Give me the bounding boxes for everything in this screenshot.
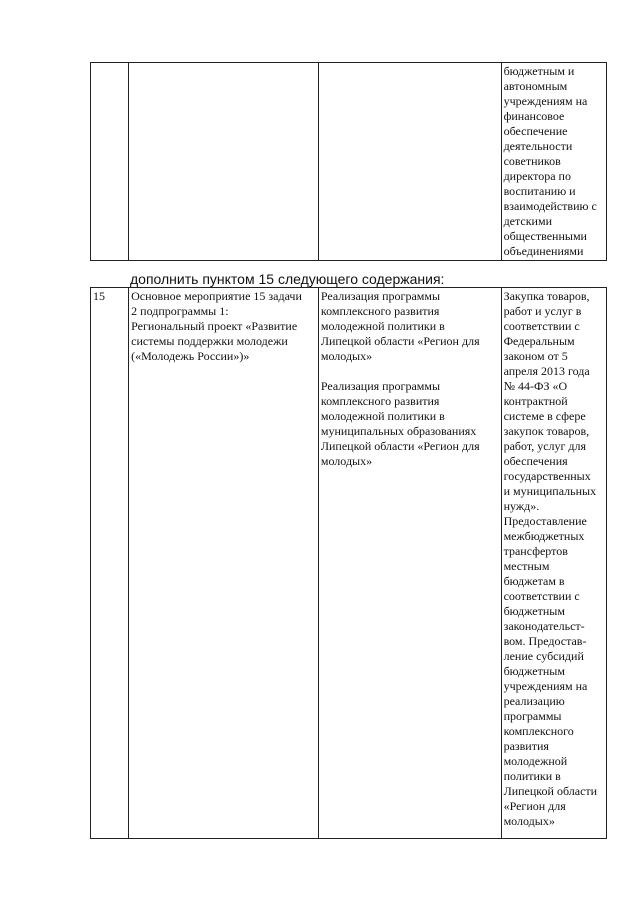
- table-row: [91, 288, 607, 839]
- cell-mechanism: [501, 288, 606, 839]
- table-item-15: [90, 287, 607, 839]
- program-text-1: Реализация программы комплексного развития молодежной политики в Липецкой области «Регион для молодых»: [320, 289, 480, 363]
- table-continuation: [90, 62, 607, 261]
- cell-activity: [129, 288, 319, 839]
- cell-activity: [129, 63, 319, 261]
- amendment-instruction: дополнить пунктом 15 следующего содержания:: [130, 271, 445, 287]
- cell-number: [91, 63, 129, 261]
- table-row: [91, 63, 607, 261]
- item-number: 15: [93, 289, 105, 303]
- mechanism-text: Закупка товаров, работ и услуг в соответствии с Федеральным законом от 5 апреля 2013 года № 44-ФЗ «О контрактной системе в сфере закупок товаров, работ, услуг для обеспечения государственных и муниципальных нужд». Предоставление межбюджетных трансфертов местным бюджетам в соответствии с бюджетным законодательст- вом. Предостав- ление субсидий бюджетным учреждениям на реализацию программы комплексного развития молодежной политики в Липецкой области «Регион для молодых»: [503, 289, 598, 828]
- program-text-2: Реализация программы комплексного развития молодежной политики в муниципальных образованиях Липецкой области «Регион для молодых»: [320, 379, 480, 468]
- activity-text: Основное мероприятие 15 задачи 2 подпрограммы 1: Региональный проект «Развитие системы поддержки молодежи («Молодежь России»)»: [131, 289, 302, 363]
- cell-mechanism: [501, 63, 606, 261]
- cell-mechanism-text: бюджетным и автономным учреждениям на финансовое обеспечение деятельности советников директора по воспитанию и взаимодействию с детскими общественными объединениями: [503, 64, 597, 258]
- cell-program: [318, 63, 501, 261]
- cell-number: [91, 288, 129, 839]
- cell-program: [318, 288, 501, 839]
- spacer: [321, 364, 499, 379]
